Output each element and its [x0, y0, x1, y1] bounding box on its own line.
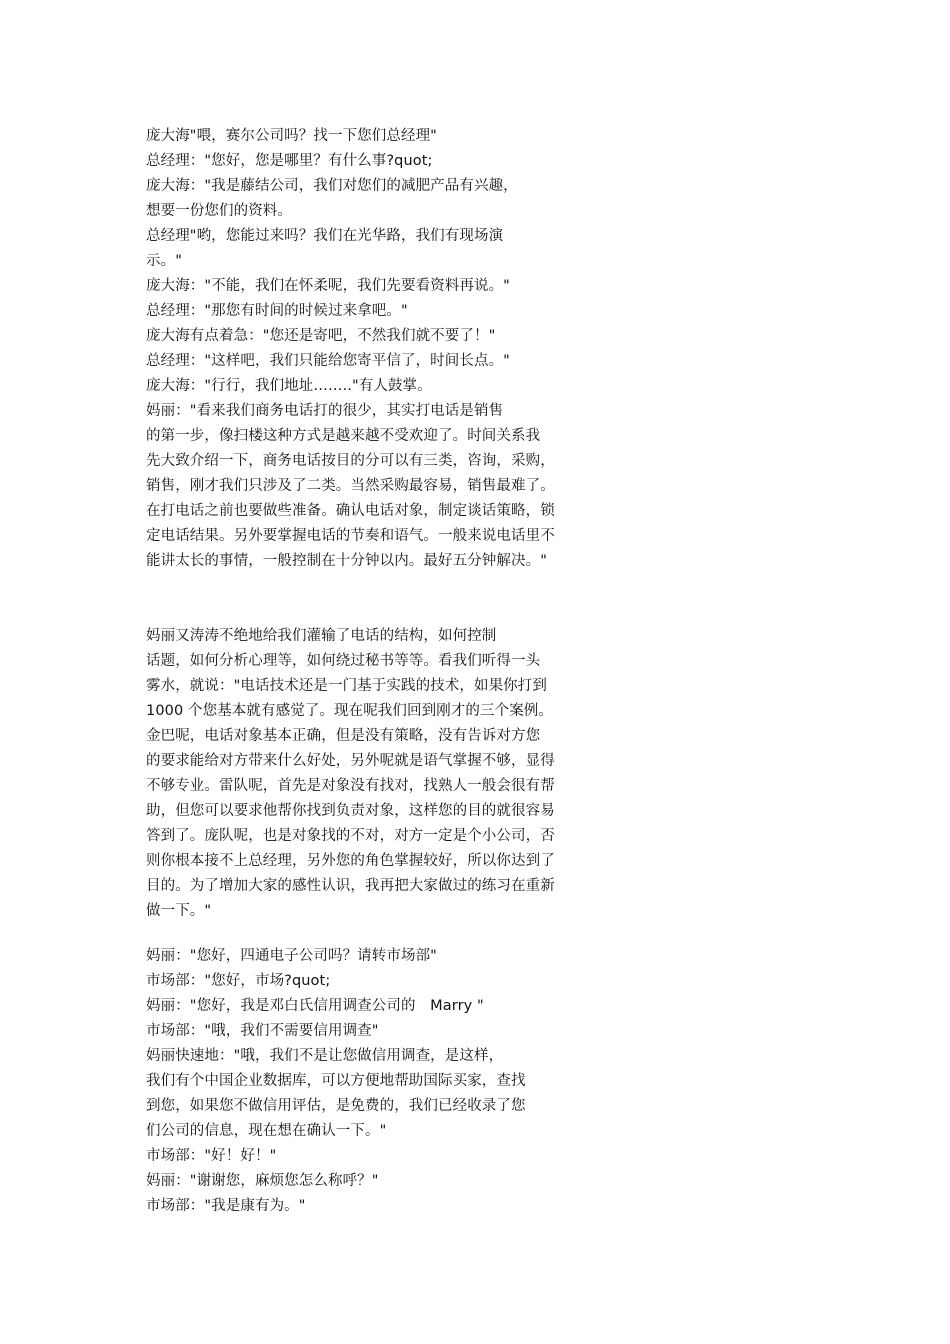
text-line: 到您，如果您不做信用评估，是免费的，我们已经收录了您: [146, 1098, 526, 1114]
text-line: 庞大海："不能，我们在怀柔呢，我们先要看资料再说。": [146, 278, 510, 294]
paragraph-explanation: [146, 624, 626, 924]
text-line: 市场部："好！好！": [146, 1148, 277, 1164]
text-line: 做一下。": [146, 903, 212, 919]
text-line: 我们有个中国企业数据库，可以方便地帮助国际买家，查找: [146, 1073, 526, 1089]
text-line: 则你根本接不上总经理，另外您的角色掌握较好，所以你达到了: [146, 853, 555, 869]
text-line: 总经理："那您有时间的时候过来拿吧。": [146, 303, 408, 319]
text-line: 总经理"哟，您能过来吗？我们在光华路，我们有现场演: [146, 228, 504, 244]
text-line: 庞大海有点着急："您还是寄吧，不然我们就不要了！": [146, 328, 496, 344]
text-line: 庞大海："我是藤结公司，我们对您们的减肥产品有兴趣，: [146, 178, 518, 194]
text-line: 雾水，就说："电话技术还是一门基于实践的技术，如果你打到: [146, 678, 547, 694]
text-line: 的第一步，像扫楼这种方式是越来越不受欢迎了。时间关系我: [146, 428, 541, 444]
text-line: 市场部："我是康有为。": [146, 1198, 306, 1214]
text-line: 市场部："您好，市场?quot;: [146, 973, 331, 989]
paragraph-dialogue-2: [146, 944, 626, 1219]
text-line: 妈丽快速地："哦，我们不是让您做信用调查，是这样，: [146, 1048, 504, 1064]
text-line: 妈丽："看来我们商务电话打的很少，其实打电话是销售: [146, 403, 504, 419]
text-line: 总经理："您好，您是哪里？有什么事?quot;: [146, 153, 433, 169]
paragraph-dialogue-1: [146, 124, 626, 574]
text-line: 答到了。庞队呢，也是对象找的不对，对方一定是个小公司，否: [146, 828, 555, 844]
text-line: 庞大海"喂，赛尔公司吗？找一下您们总经理": [146, 128, 437, 144]
text-line: 总经理："这样吧，我们只能给您寄平信了，时间长点。": [146, 353, 510, 369]
text-line: 销售，刚才我们只涉及了二类。当然采购最容易，销售最难了。: [146, 478, 555, 494]
text-line: 定电话结果。另外要掌握电话的节奏和语气。一般来说电话里不: [146, 528, 555, 544]
text-line: 妈丽："您好，我是邓白氏信用调查公司的 Marry ": [146, 998, 484, 1014]
text-line: 妈丽："您好，四通电子公司吗？请转市场部": [146, 948, 437, 964]
text-line: 妈丽又涛涛不绝地给我们灌输了电话的结构，如何控制: [146, 628, 497, 644]
text-line: 助，但您可以要求他帮你找到负责对象，这样您的目的就很容易: [146, 803, 555, 819]
text-line: 话题，如何分析心理等，如何绕过秘书等等。看我们听得一头: [146, 653, 541, 669]
text-line: 先大致介绍一下，商务电话按目的分可以有三类，咨询，采购，: [146, 453, 555, 469]
text-line: 想要一份您们的资料。: [146, 203, 292, 219]
text-line: 妈丽："谢谢您，麻烦您怎么称呼？": [146, 1173, 379, 1189]
text-line: 在打电话之前也要做些准备。确认电话对象，制定谈话策略，锁: [146, 503, 555, 519]
text-line: 1000 个您基本就有感觉了。现在呢我们回到刚才的三个案例。: [146, 703, 554, 719]
text-line: 们公司的信息，现在想在确认一下。": [146, 1123, 387, 1139]
text-line: 的要求能给对方带来什么好处，另外呢就是语气掌握不够，显得: [146, 753, 555, 769]
text-line: 示。": [146, 253, 182, 269]
text-line: 能讲太长的事情，一般控制在十分钟以内。最好五分钟解决。": [146, 553, 547, 569]
text-line: 庞大海："行行，我们地址…….."有人鼓掌。: [146, 378, 432, 394]
text-line: 金巴呢，电话对象基本正确，但是没有策略，没有告诉对方您: [146, 728, 541, 744]
text-line: 市场部："哦，我们不需要信用调查": [146, 1023, 379, 1039]
text-line: 不够专业。雷队呢，首先是对象没有找对，找熟人一般会很有帮: [146, 778, 555, 794]
text-line: 目的。为了增加大家的感性认识，我再把大家做过的练习在重新: [146, 878, 555, 894]
